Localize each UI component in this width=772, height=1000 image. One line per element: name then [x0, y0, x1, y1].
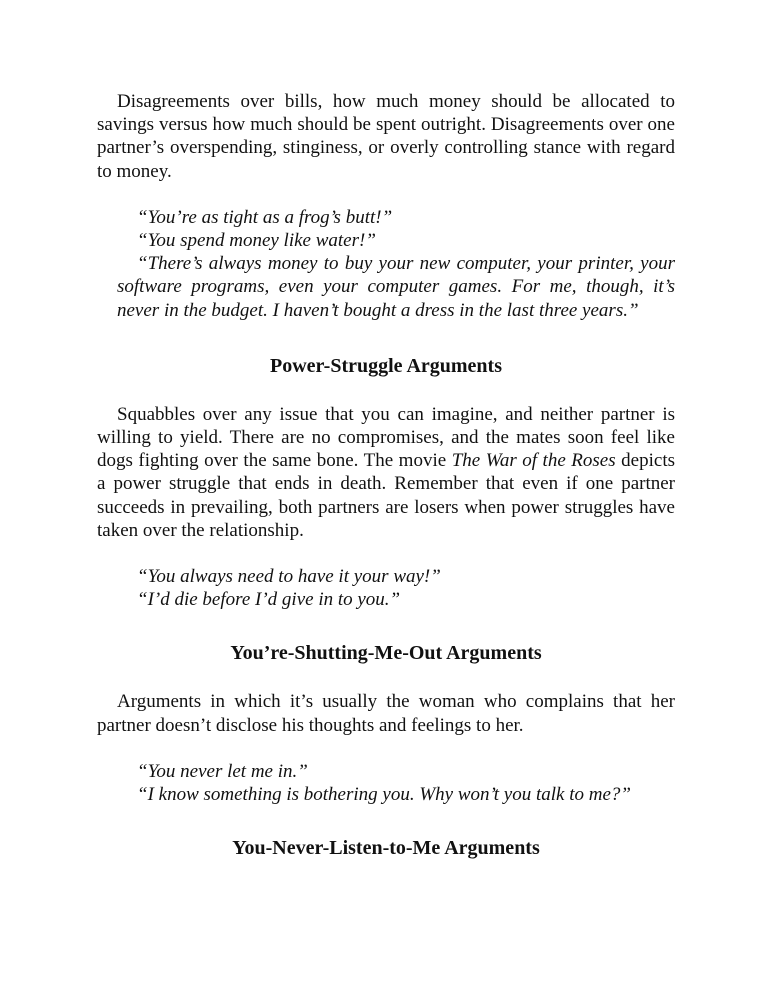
quote-frog: “You’re as tight as a frog’s butt!” — [137, 206, 393, 228]
power-struggle-paragraph — [97, 403, 675, 542]
never-listen-heading: You-Never-Listen-to-Me Arguments — [232, 837, 540, 860]
quote-your-way: “You always need to have it your way!” — [137, 566, 441, 588]
quote-let-me-in: “You never let me in.” — [137, 760, 308, 782]
power-struggle-heading: Power-Struggle Arguments — [270, 354, 502, 377]
quote-talk-to-me: “I know something is bothering you. Why won’t you talk to me?” — [137, 784, 631, 806]
shutting-out-paragraph: Arguments in which it’s usually the woman who complains that her partner doesn’t disclose his thoughts and feelings to her. — [97, 691, 675, 736]
film-title: The War of the Roses — [451, 450, 616, 472]
quote-water: “You spend money like water!” — [137, 230, 376, 252]
money-arguments-paragraph: Disagreements over bills, how much money should be allocated to savings versus how much should be spent outright. Disagreements over one partner’s overspending, stinginess, or overly controlling stance with regard to money. — [97, 91, 675, 182]
power-struggle-text-end: depicts a power struggle that ends in death. Remember that even if one partner succeeds in prevailing, both partners are losers when power struggles have taken over the relationship. — [97, 450, 675, 541]
shutting-out-heading: You’re-Shutting-Me-Out Arguments — [230, 642, 542, 665]
shutting-out-quotes — [117, 760, 675, 806]
quote-give-in: “I’d die before I’d give in to you.” — [137, 589, 401, 611]
power-struggle-quotes — [117, 565, 675, 611]
book-page — [97, 90, 675, 885]
power-struggle-text-start: Squabbles over any issue that you can imagine, and neither partner is willing to yield. There are no compromises, and the mates soon feel like dogs fighting over the same bone. The movie — [97, 403, 675, 472]
quote-computer: “There’s always money to buy your new computer, your printer, your software programs, even your computer games. For me, though, it’s never in the budget. I haven’t bought a dress in the last three years.” — [117, 253, 675, 321]
money-quotes — [117, 206, 675, 322]
